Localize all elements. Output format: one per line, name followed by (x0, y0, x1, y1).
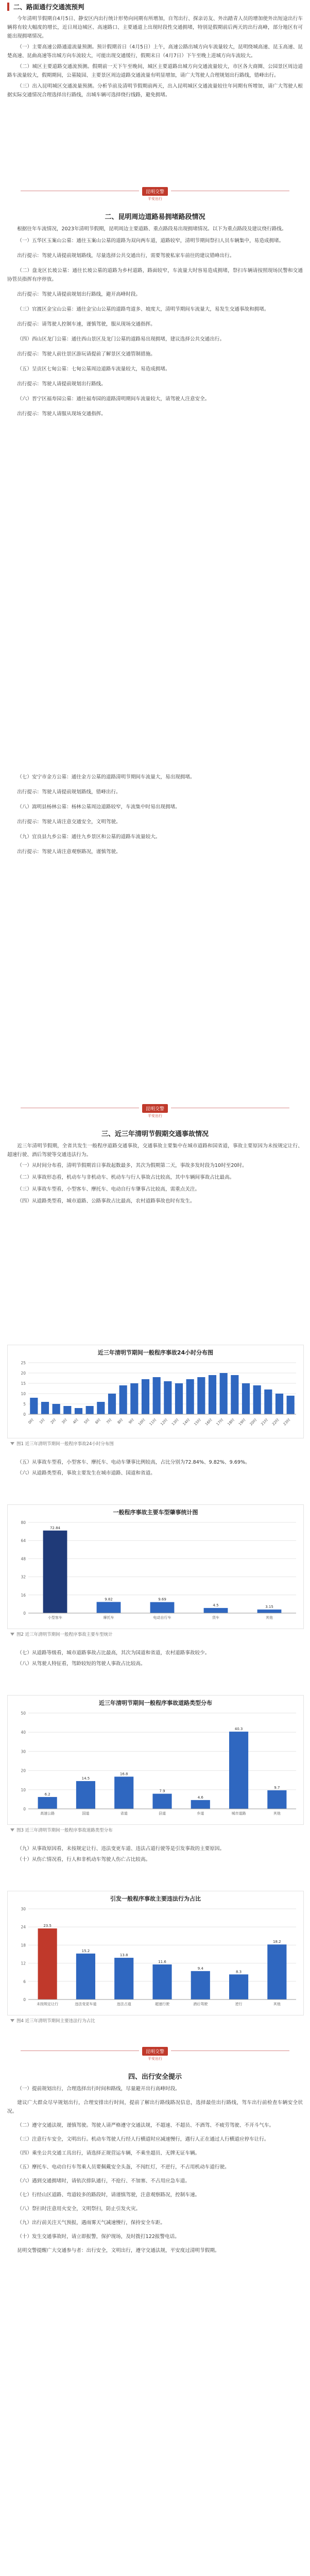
bar (38, 1797, 57, 1809)
bar (152, 1964, 171, 1999)
data-label: 15.2 (81, 1948, 90, 1953)
s2-more-2: （八）嵩明县杨林公墓：杨林公墓周边道路较窄，车流集中时易出现拥堵。 (17, 804, 180, 810)
x-tick-label: 7时 (106, 1417, 113, 1425)
s2-items-11: 出行提示：驾驶人请服从现场交通指挥。 (17, 411, 106, 417)
bar (267, 1790, 286, 1809)
section-4-title: 四、出行安全提示 (128, 2073, 182, 2081)
bar (231, 1375, 238, 1414)
data-label: 40.3 (234, 1727, 243, 1732)
bar (191, 1800, 210, 1809)
s3-intro: 近三年清明节假期，全省共发生一般程序道路交通事故，交通事故主要集中在城市道路和国省道，事故主要原因为未按规定让行、超速行驶、酒后驾驶等交通违法行为。 (7, 1143, 303, 1158)
s4-paras-5: （五）摩托车、电动自行车驾乘人员要佩戴安全头盔，不闯红灯，不逆行，不占用机动车道行驶。 (17, 2164, 230, 2170)
x-tick-label: 8时 (116, 1417, 124, 1425)
bar (209, 1375, 216, 1414)
data-label: 13.8 (119, 1953, 128, 1958)
cause-para-0: （九）从事故原因看，未按规定让行、违法变更车道、违法占道行驶等是引发事故的主要原因。 (17, 1846, 225, 1852)
bar (119, 1385, 127, 1414)
caption-triangle-icon (10, 1828, 14, 1832)
x-tick-label: 6时 (94, 1417, 102, 1425)
data-label: 11.6 (158, 1959, 166, 1964)
x-tick-label: 摩托车 (103, 1616, 114, 1620)
y-tick-label: 0 (23, 1611, 26, 1616)
y-tick-label: 20 (21, 1371, 26, 1376)
chart-vehicle (7, 1504, 304, 1629)
data-label: 9.82 (105, 1597, 113, 1602)
chart-title: 一般程序事故主要车型肇事统计图 (113, 1509, 198, 1516)
x-tick-label: 23时 (282, 1417, 291, 1427)
section-3-header (7, 1128, 303, 1138)
x-tick-label: 12时 (160, 1417, 169, 1427)
bar (108, 1394, 116, 1414)
s3-list (7, 1161, 303, 1206)
x-tick-label: 国道 (82, 1811, 90, 1816)
x-tick-label: 小型客车 (48, 1616, 62, 1620)
bar (264, 1389, 272, 1414)
x-tick-label: 19时 (237, 1417, 247, 1427)
chart-road-caption: 图3 近三年清明节期间一般程序事故道路类型分布 (16, 1828, 113, 1833)
y-tick-label: 30 (21, 1749, 26, 1754)
s2-more-1: 出行提示：驾驶人请提前规划路线，错峰出行。 (17, 789, 121, 795)
ornament-sub-2: 平安出行 (148, 1114, 162, 1118)
vehicle-paras (7, 1458, 303, 1478)
bar (220, 1373, 228, 1414)
cause-paras (7, 1844, 303, 1864)
chart-24h-caption: 图1 近三年清明节期间一般程序事故24小时分布图 (16, 1442, 114, 1447)
section-4-header (7, 2071, 303, 2081)
y-tick-label: 48 (21, 1556, 26, 1562)
section-2-header (7, 211, 303, 221)
chart-road-svg (8, 1696, 303, 1824)
data-label: 16.8 (119, 1772, 128, 1776)
y-tick-label: 5 (23, 1402, 26, 1406)
bar (229, 1974, 248, 1999)
data-label: 9.7 (274, 1785, 280, 1790)
s2-items-5: 出行提示：请驾驶人控制车速，谨慎驾驶，服从现场交通指挥。 (17, 321, 156, 327)
chart-title: 引发一般程序事故主要违法行为占比 (110, 1895, 201, 1902)
y-tick-label: 30 (21, 1907, 26, 1911)
x-tick-label: 22时 (271, 1417, 280, 1427)
chart-24h (7, 1345, 304, 1438)
section-3-title: 三、近三年清明节假期交通事故情况 (101, 1130, 209, 1138)
chart-cause-caption-wrap (10, 2018, 95, 2024)
y-tick-label: 12 (21, 1961, 26, 1966)
data-label: 3.15 (265, 1605, 273, 1609)
bar (229, 1732, 248, 1809)
data-label: 9.69 (158, 1597, 166, 1602)
chart-title: 近三年清明节期间一般程序事故24小时分布图 (97, 1349, 214, 1356)
x-tick-label: 县道 (159, 1811, 166, 1816)
x-tick-label: 未按规定让行 (37, 2002, 59, 2006)
y-tick-label: 18 (21, 1943, 26, 1948)
road-para-1: （八）从驾驶人特征看，驾龄较短的驾驶人事故占比较高。 (17, 1661, 146, 1667)
section-1-title-wrap (7, 2, 303, 11)
s2-more-5: 出行提示：驾驶人请注意观察路况，谨慎驾驶。 (17, 849, 121, 855)
bar (275, 1394, 283, 1414)
s3-items-1: （二）从事故形态看，机动车与非机动车、机动车与行人事故占比较高，其中车辆间事故占比最高。 (17, 1175, 235, 1180)
s2-items-8: （五）呈贡区七甸公墓：七甸公墓周边道路车流量较大，易造成拥堵。 (17, 366, 170, 372)
x-tick-label: 21时 (260, 1417, 269, 1427)
s2-items-10: （六）晋宁区福寿园公墓：通往福寿园的道路清明期间车流量较大，请驾驶人注意安全。 (17, 396, 210, 402)
s2-items-1: 出行提示：驾驶人请提前规划路线，尽量选择公共交通出行，需要驾驶私家车前往的建议错峰出行。 (17, 253, 235, 259)
y-tick-label: 16 (21, 1592, 26, 1598)
bar (204, 1608, 228, 1613)
x-tick-label: 15时 (193, 1417, 202, 1427)
s3-items-0: （一）从时间分布看，清明节假期首日事故起数最多，其次为假期第二天，事故多发时段为10时至20时。 (17, 1163, 247, 1168)
s4-paras-0: （一）提前规划出行，合理选择出行时间和路线，尽量避开出行高峰时段。 (17, 2086, 180, 2092)
y-tick-label: 40 (21, 1730, 26, 1735)
ornament-tag-2: 昆明交警 (142, 1104, 168, 1113)
y-tick-label: 10 (21, 1787, 26, 1792)
data-label: 18.2 (273, 1940, 281, 1944)
y-tick-label: 20 (21, 1768, 26, 1773)
data-label: 9.4 (197, 1966, 203, 1971)
x-tick-label: 9时 (128, 1417, 135, 1425)
data-label: 6.2 (44, 1792, 50, 1797)
s3-items-3: （四）从道路类型看，城市道路、公路事故占比最高，农村道路事故也时有发生。 (17, 1198, 195, 1204)
bar (114, 1777, 133, 1809)
caption-triangle-icon (10, 1633, 14, 1636)
section-1-header (7, 2, 303, 11)
section-2-more (7, 773, 303, 856)
y-tick-label: 6 (23, 1979, 26, 1984)
ornament-divider (0, 185, 310, 201)
x-tick-label: 1时 (39, 1417, 46, 1425)
y-tick-label: 32 (21, 1574, 26, 1580)
cause-para-1: （十）从伤亡情况看，行人和非机动车驾驶人伤亡占比较高。 (17, 1857, 151, 1862)
s4-paras-8: （八）祭扫时注意用火安全，文明祭扫，防止引发火灾。 (17, 2206, 141, 2212)
x-tick-label: 其他 (273, 2002, 281, 2006)
ornament-divider-2 (0, 1103, 310, 1118)
chart-vehicle-svg (8, 1505, 303, 1629)
x-tick-label: 省道 (120, 1811, 128, 1816)
vehicle-para-0: （五）从事故车型看，小型客车、摩托车、电动车肇事比例较高，占比分别为72.84%、9.82%、9.69%。 (17, 1460, 250, 1465)
s4-list (7, 2084, 303, 2255)
chart-24h-caption-wrap (10, 1440, 114, 1447)
s1-para-2: （二）城区主要道路交通流预测。假期前一天下午至晚间，城区主要道路出城方向交通流量较大，市区各大商圈、公园景区周边道路车流量较大，假期期间，公墓陵园、主要景区周边道路交通流量有明显增加，请广大驾驶人合理规划出行路线，错峰出行。 (7, 64, 303, 78)
bar (97, 1402, 105, 1414)
chart-vehicle-caption: 图2 近三年清明节期间一般程序事故主要车型统计 (16, 1632, 113, 1637)
s4-paras-6: （六）遇到交通拥堵时，请依次排队通行，不抢行、不加塞、不占用应急车道。 (17, 2178, 190, 2184)
s4-paras-3: （三）注意行车安全，文明出行。机动车驾驶人行经人行横道时应减速慢行，遇行人正在通过人行横道应停车让行。 (17, 2137, 269, 2142)
x-tick-label: 2时 (49, 1417, 57, 1425)
bar (63, 1406, 71, 1414)
section-2-body (7, 225, 303, 418)
bar (287, 1396, 295, 1414)
x-tick-label: 17时 (215, 1417, 225, 1427)
s4-paras-11: 昆明交警提醒广大交通参与者：出行安全，文明出行，遵守交通法规，平安度过清明节假期。 (17, 2248, 220, 2253)
bar (191, 1971, 210, 1999)
bar (150, 1602, 175, 1613)
bar (186, 1379, 194, 1414)
y-tick-label: 15 (21, 1381, 26, 1386)
s2-more-0: （七）安宁市金方公墓：通往金方公墓的道路清明节期间车流量大，易出现拥堵。 (17, 774, 195, 780)
bar (30, 1398, 38, 1414)
data-label: 4.6 (197, 1795, 203, 1800)
s2-items-3: 出行提示：驾驶人请提前规划出行路线，避开高峰时段。 (17, 292, 141, 297)
bar (41, 1402, 49, 1414)
y-tick-label: 64 (21, 1538, 26, 1544)
y-tick-label: 0 (23, 1807, 26, 1811)
s2-items-2: （二）盘龙区长坡公墓：通往长坡公墓的道路为乡村道路，路面较窄，车流量大时容易造成拥堵，祭扫车辆请按照现场民警和交通协管员指挥有序停放。 (7, 268, 303, 282)
x-tick-label: 4时 (72, 1417, 79, 1425)
x-tick-label: 酒后驾驶 (193, 2002, 208, 2006)
bar (114, 1958, 133, 1999)
bar (152, 1794, 171, 1809)
data-label: 72.84 (49, 1526, 61, 1530)
x-tick-label: 违法占道 (116, 2002, 131, 2006)
bar (76, 1781, 95, 1809)
s2-items-9: 出行提示：驾驶人请提前规划出行路线。 (17, 381, 106, 387)
s2-list (7, 236, 303, 418)
chart-road (7, 1695, 304, 1825)
x-tick-label: 20时 (249, 1417, 258, 1427)
x-tick-label: 11时 (148, 1417, 158, 1427)
data-label: 7.9 (159, 1789, 165, 1793)
s2-items-6: （四）西山区龙门公墓：通往西山景区及龙门公墓的道路易出现拥堵，建议选择公共交通出行。 (17, 336, 225, 342)
x-tick-label: 逆行 (235, 2002, 243, 2006)
chart-title: 近三年清明节期间一般程序事故道路类型分布 (99, 1700, 212, 1706)
x-tick-label: 电动自行车 (153, 1616, 171, 1620)
s2-more-4: （九）宜良县九乡公墓：通往九乡景区和公墓的道路车流量较大。 (17, 834, 161, 840)
bar (153, 1377, 161, 1414)
x-tick-label: 城市道路 (231, 1811, 246, 1816)
y-tick-label: 24 (21, 1925, 26, 1930)
s4-paras-4: （四）乘坐公共交通工具出行，请选择正规营运车辆，不乘坐超员、无牌无证车辆。 (17, 2150, 200, 2156)
y-tick-label: 80 (21, 1520, 26, 1525)
y-tick-label: 50 (21, 1711, 26, 1716)
y-tick-label: 10 (21, 1392, 26, 1396)
x-tick-label: 10时 (137, 1417, 146, 1427)
bar (97, 1602, 121, 1613)
x-tick-label: 14时 (182, 1417, 191, 1427)
bar (197, 1377, 205, 1414)
s2-items-4: （三）官渡区金宝山公墓：通往金宝山公墓的道路弯道多、坡度大，清明节期间车流量大，易发生交通事故和拥堵。 (17, 307, 269, 312)
bar (43, 1531, 67, 1613)
x-tick-label: 货车 (212, 1616, 219, 1620)
data-label: 23.5 (43, 1924, 51, 1928)
bar (76, 1954, 95, 1999)
s4-paras-1: 建议广大群众尽早规划出行，合理安排出行时间，提前了解出行路线路况信息，选择最佳出行路线，驾车出行前检查车辆安全状况。 (7, 2100, 303, 2114)
ornament-divider-3 (0, 2045, 310, 2061)
x-tick-label: 13时 (170, 1417, 180, 1427)
bar (75, 1408, 82, 1414)
s1-para-1: （一）主要高速公路通道流量预测。预计假期首日（4月5日）上午，高速公路出城方向车流量较大，昆明绕城高速、昆玉高速、昆楚高速、昆曲高速等出城方向车流较大，可能出现交通缓行，假期末日（4月7日）下午至晚上进城方向车流较大。 (7, 44, 303, 59)
x-tick-label: 超速行驶 (155, 2002, 169, 2006)
bar (242, 1383, 250, 1414)
chart-cause-caption: 图4 近三年清明节期间主要违法行为占比 (16, 2019, 95, 2024)
vehicle-para-1: （六）从道路类型看，事故主要发生在城市道路、国道和省道。 (17, 1470, 156, 1476)
bar (257, 1609, 282, 1613)
x-tick-label: 18时 (227, 1417, 236, 1427)
s4-paras-9: （九）出行前关注天气预报，遇雨雾天气减速慢行，保持安全车距。 (17, 2220, 165, 2226)
x-tick-label: 其他 (273, 1811, 281, 1816)
s2-more-3: 出行提示：驾驶人请注意交通安全，文明驾驶。 (17, 819, 121, 825)
bar (164, 1381, 171, 1414)
bar (175, 1383, 183, 1414)
s2-items-7: 出行提示：驾驶人前往景区游玩请提前了解景区交通管制措施。 (17, 351, 156, 357)
x-tick-label: 高速公路 (40, 1811, 55, 1816)
bar (130, 1383, 138, 1414)
section-1-body (7, 14, 303, 99)
s2-items-0: （一）五华区玉案山公墓：通往玉案山公墓的道路为双向两车道，道路较窄，清明节期间祭扫人员车辆集中，易造成拥堵。 (17, 238, 284, 244)
y-tick-label: 0 (23, 1412, 26, 1417)
section-1-title: 二、路面通行交通流预判 (13, 3, 84, 11)
s4-paras-7: （七）行经山区道路、弯道较多的路段时，请谨慎驾驶，注意观察路况，控制车速。 (17, 2192, 200, 2198)
caption-triangle-icon (10, 2019, 14, 2022)
bar (38, 1928, 57, 1999)
s3-items-2: （三）从事故车型看，小型客车、摩托车、电动自行车肇事占比较高，需重点关注。 (17, 1187, 200, 1192)
road-para-0: （七）从道路等级看，城市道路事故占比最高，其次为国道和省道，农村道路事故较少。 (17, 1650, 210, 1656)
caption-triangle-icon (10, 1442, 14, 1445)
ornament-sub: 平安出行 (148, 197, 162, 201)
s4-paras-10: （十）发生交通事故时，请立即报警，保护现场，及时拨打122报警电话。 (17, 2234, 180, 2240)
x-tick-label: 3时 (61, 1417, 68, 1425)
chart-cause (7, 1891, 304, 2015)
ornament-tag-3: 昆明交警 (142, 2047, 168, 2056)
x-tick-label: 违法变更车道 (75, 2002, 97, 2006)
bar (253, 1385, 261, 1414)
chart-24h-svg (8, 1345, 303, 1438)
s1-para-3: （三）出入昆明城区交通流量预测。分析节前及清明节假期前两天，出入昆明城区交通流量较往年同期有所增加，请广大驾驶人根据实际交通情况合理选择出行路线，出城车辆可选择绕行线路，避免拥堵。 (7, 83, 303, 98)
data-label: 14.5 (81, 1776, 90, 1781)
s4-paras-2: （二）遵守交通法规，谨慎驾驶。驾驶人请严格遵守交通法规，不超速、不超员、不酒驾、不疲劳驾驶、不开斗气车。 (17, 2123, 274, 2128)
x-tick-label: 0时 (27, 1417, 35, 1425)
s2-intro: 根据往年车流情况，2023年清明节假期，昆明周边主要道路、重点路段易出现拥堵情况。以下为重点路段及建议绕行路线。 (17, 226, 287, 232)
chart-vehicle-caption-wrap (10, 1631, 113, 1637)
section-marker-icon (7, 3, 9, 11)
x-tick-label: 5时 (83, 1417, 91, 1425)
section-3-body (7, 1142, 303, 1206)
bar (142, 1379, 149, 1414)
bar (267, 1944, 286, 1999)
road-paras (7, 1649, 303, 1668)
x-tick-label: 16时 (204, 1417, 213, 1427)
x-tick-label: 乡道 (197, 1811, 204, 1816)
chart-road-caption-wrap (10, 1827, 113, 1833)
bar (86, 1406, 94, 1414)
data-label: 4.5 (213, 1603, 219, 1608)
chart-cause-svg (8, 1891, 303, 2015)
s1-para-0: 今年清明节假期自4月5日、静安区内出行统计形势向同期有所增加，自驾出行、探亲访友、外出踏青人员的增加使外出短途出行车辆将有较大幅度的增长，近日周边城区、高速路口、主要通道上出现时段性交通拥堵，特别是假期前后两天的出行高峰，部分地区有可能出现拥堵情况。 (7, 16, 303, 39)
y-tick-label: 25 (21, 1361, 26, 1365)
y-tick-label: 0 (23, 1997, 26, 2002)
ornament-tag: 昆明交警 (142, 187, 168, 196)
section-2-title: 二、昆明周边道路易拥堵路段情况 (105, 213, 205, 221)
ornament-sub-3: 平安出行 (148, 2057, 162, 2061)
data-label: 8.3 (236, 1970, 242, 1974)
x-tick-label: 其他 (266, 1616, 273, 1620)
s2-more-list (7, 773, 303, 856)
bar (53, 1404, 60, 1414)
section-4-body (7, 2084, 303, 2255)
